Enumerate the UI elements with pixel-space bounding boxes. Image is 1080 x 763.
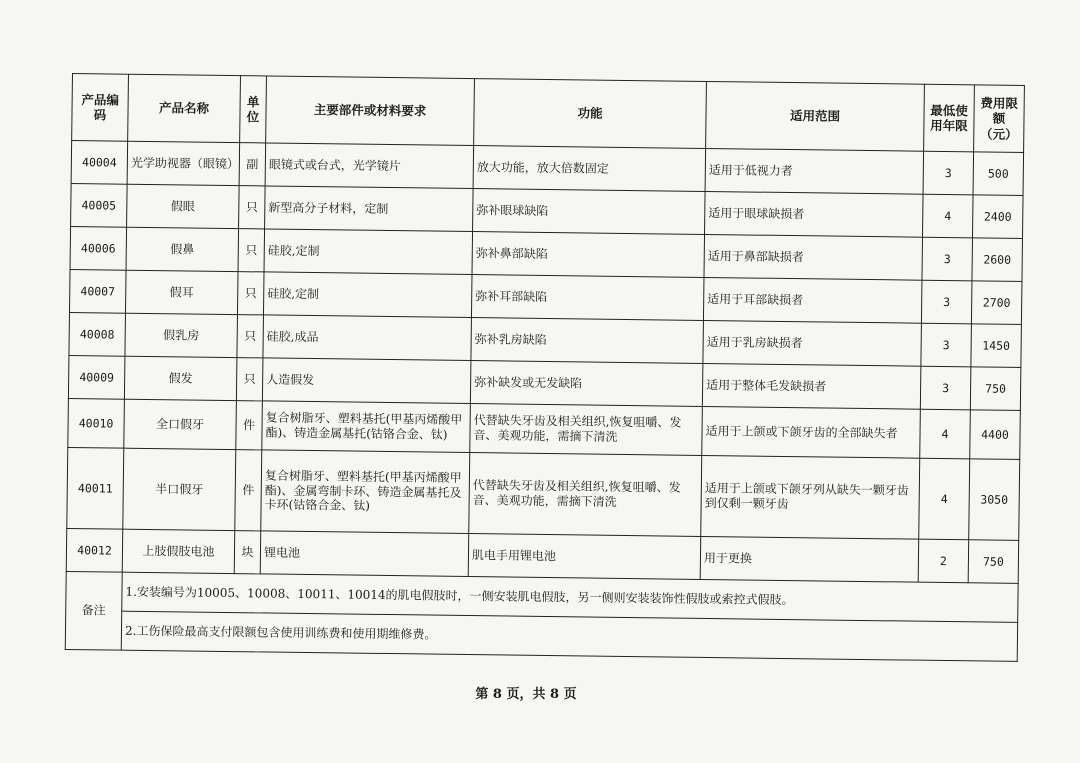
cell-scope: 适用于乳房缺损者 bbox=[703, 320, 922, 366]
cell-name: 光学助视器（眼镜） bbox=[127, 141, 240, 185]
cell-unit: 只 bbox=[237, 272, 264, 315]
cell-function: 弥补鼻部缺陷 bbox=[472, 232, 705, 278]
cell-materials: 硅胶,成品 bbox=[263, 315, 472, 361]
cell-function: 肌电手用锂电池 bbox=[468, 534, 701, 580]
header-limit: 费用限额（元） bbox=[974, 85, 1025, 153]
cell-name: 假鼻 bbox=[126, 227, 239, 271]
cell-code: 40011 bbox=[67, 447, 124, 529]
cell-scope: 适用于鼻部缺损者 bbox=[704, 234, 923, 280]
cell-scope: 适用于眼球缺损者 bbox=[705, 191, 924, 237]
cell-limit: 500 bbox=[973, 152, 1024, 196]
header-scope: 适用范围 bbox=[706, 81, 925, 151]
cell-min-years: 4 bbox=[923, 194, 974, 238]
note-item: 2.工伤保险最高支付限额包含使用训练费和使用期维修费。 bbox=[121, 611, 1017, 661]
cell-limit: 3050 bbox=[969, 459, 1020, 541]
cell-unit: 件 bbox=[235, 450, 262, 531]
cell-limit: 4400 bbox=[970, 410, 1021, 460]
cell-limit: 750 bbox=[968, 540, 1019, 584]
cell-scope: 适用于耳部缺损者 bbox=[703, 277, 922, 323]
cell-min-years: 3 bbox=[920, 366, 971, 410]
cell-code: 40009 bbox=[68, 355, 125, 399]
cell-materials: 硅胶,定制 bbox=[264, 229, 473, 275]
cell-code: 40008 bbox=[69, 312, 126, 356]
cell-materials: 人造假发 bbox=[262, 358, 471, 404]
header-function: 功能 bbox=[474, 79, 707, 149]
cell-unit: 只 bbox=[238, 229, 265, 272]
page-number: 第 8 页，共 8 页 bbox=[475, 687, 577, 702]
cell-unit: 只 bbox=[236, 358, 263, 401]
cell-name: 假眼 bbox=[127, 184, 240, 228]
cell-function: 放大功能，放大倍数固定 bbox=[473, 146, 706, 192]
cell-min-years: 3 bbox=[922, 237, 973, 281]
cell-unit: 只 bbox=[239, 186, 266, 229]
header-materials: 主要部件或材料要求 bbox=[266, 76, 475, 146]
cell-name: 上肢假肢电池 bbox=[122, 529, 235, 573]
cell-code: 40010 bbox=[68, 398, 125, 448]
table-sheet bbox=[65, 73, 1024, 662]
cell-unit: 件 bbox=[236, 401, 263, 450]
cell-min-years: 3 bbox=[921, 323, 972, 367]
cell-code: 40012 bbox=[66, 528, 123, 572]
cell-materials: 复合树脂牙、塑料基托(甲基丙烯酸甲酯)、铸造金属基托(钴铬合金、钛) bbox=[262, 401, 471, 453]
cell-name: 假耳 bbox=[125, 270, 238, 314]
cell-materials: 硅胶,定制 bbox=[263, 272, 472, 318]
cell-code: 40005 bbox=[71, 183, 128, 227]
cell-unit: 只 bbox=[237, 315, 264, 358]
cell-min-years: 3 bbox=[921, 280, 972, 324]
cell-limit: 750 bbox=[970, 367, 1021, 411]
header-row bbox=[72, 74, 1025, 153]
header-min-years: 最低使用年限 bbox=[924, 84, 975, 152]
cell-scope: 适用于整体毛发缺损者 bbox=[702, 363, 921, 409]
cell-name: 半口假牙 bbox=[123, 448, 236, 530]
cell-materials: 新型高分子材料，定制 bbox=[265, 186, 474, 232]
cell-materials: 眼镜式或台式，光学镜片 bbox=[265, 143, 474, 189]
header-name: 产品名称 bbox=[128, 74, 241, 142]
cell-limit: 2700 bbox=[971, 281, 1022, 325]
cell-function: 弥补耳部缺陷 bbox=[471, 275, 704, 321]
cell-limit: 1450 bbox=[971, 324, 1022, 368]
cell-function: 代替缺失牙齿及相关组织,恢复咀嚼、发音、美观功能，需摘下清洗 bbox=[470, 404, 703, 456]
cell-unit: 块 bbox=[234, 531, 261, 574]
cell-unit: 副 bbox=[239, 143, 266, 186]
cell-limit: 2400 bbox=[972, 195, 1023, 239]
cell-scope: 适用于上颌或下颌牙齿的全部缺失者 bbox=[702, 406, 921, 458]
cell-materials: 锂电池 bbox=[260, 531, 469, 577]
cell-name: 全口假牙 bbox=[124, 399, 237, 449]
cell-limit: 2600 bbox=[972, 238, 1023, 282]
cell-min-years: 4 bbox=[920, 409, 971, 459]
cell-min-years: 2 bbox=[918, 539, 969, 583]
cell-scope: 适用于低视力者 bbox=[705, 148, 924, 194]
cell-function: 弥补眼球缺陷 bbox=[473, 189, 706, 235]
table-row bbox=[67, 447, 1020, 540]
product-table bbox=[65, 73, 1025, 662]
header-code: 产品编码 bbox=[72, 74, 129, 142]
cell-function: 代替缺失牙齿及相关组织,恢复咀嚼、发音、美观功能，需摘下清洗 bbox=[469, 453, 702, 537]
cell-code: 40006 bbox=[70, 226, 127, 270]
cell-scope: 用于更换 bbox=[700, 536, 919, 582]
cell-code: 40007 bbox=[69, 269, 126, 313]
cell-materials: 复合树脂牙、塑料基托(甲基丙烯酸甲酯)、金属弯制卡环、铸造金属基托及卡环(钴铬合金、钛) bbox=[261, 450, 470, 534]
cell-min-years: 4 bbox=[919, 458, 970, 540]
note-item: 1.安装编号为10005、10008、10011、10014的肌电假肢时，一侧安装肌电假肢，另一侧则安装装饰性假肢或索控式假肢。 bbox=[122, 572, 1018, 622]
cell-min-years: 3 bbox=[923, 151, 974, 195]
notes-label: 备注 bbox=[65, 571, 122, 650]
cell-code: 40004 bbox=[71, 141, 128, 185]
header-unit: 单位 bbox=[240, 76, 267, 143]
cell-scope: 适用于上颌或下颌牙列从缺失一颗牙齿到仅剩一颗牙齿 bbox=[701, 455, 920, 539]
cell-function: 弥补乳房缺陷 bbox=[471, 318, 704, 364]
cell-name: 假发 bbox=[124, 356, 237, 400]
cell-function: 弥补缺发或无发缺陷 bbox=[470, 361, 703, 407]
cell-name: 假乳房 bbox=[125, 313, 238, 357]
